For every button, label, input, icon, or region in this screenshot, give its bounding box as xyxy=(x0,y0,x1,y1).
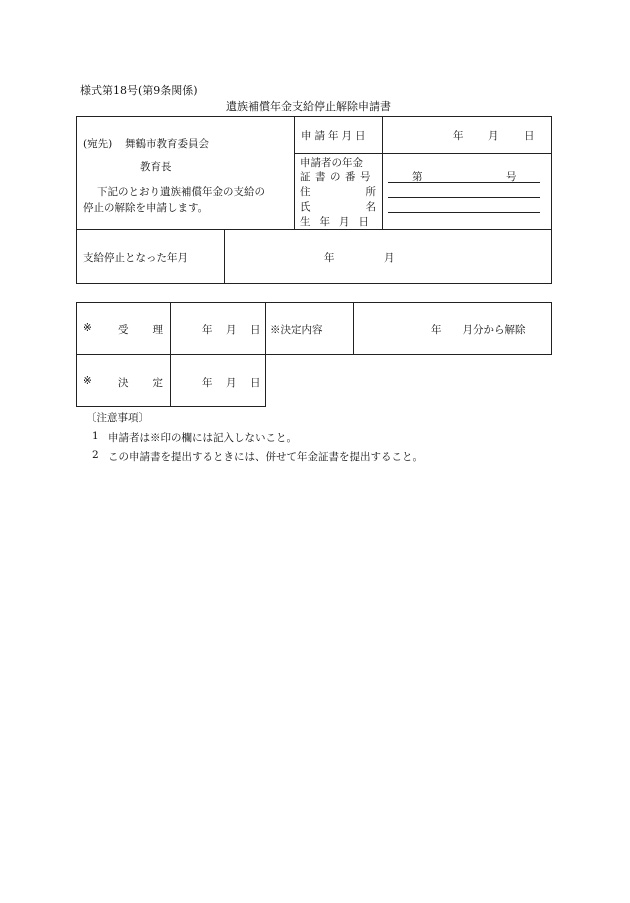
addressee-prefix: (宛先) xyxy=(83,138,113,150)
decision-year: 年 xyxy=(202,377,213,389)
body-text-line-1: 下記のとおり遺族補償年金の支給の xyxy=(97,186,265,198)
note-1-number: 1 xyxy=(92,430,99,442)
cert-prefix: 第 xyxy=(412,171,423,183)
decision-month: 月 xyxy=(226,377,237,389)
suspension-label: 支給停止となった年月 xyxy=(83,252,188,264)
application-date-day: 日 xyxy=(524,130,535,142)
cert-label-line-2: 証書の番号 xyxy=(300,171,375,183)
body-text-line-2: 停止の解除を申請します。 xyxy=(83,202,209,214)
form-number: 様式第18号(第9条関係) xyxy=(80,84,198,97)
decision-content-value: 年 月分から解除 xyxy=(431,324,526,336)
receipt-label: 受理 xyxy=(118,324,187,336)
addressee-org: 舞鶴市教育委員会 xyxy=(125,138,209,150)
receipt-day: 日 xyxy=(250,324,261,336)
receipt-year: 年 xyxy=(202,324,213,336)
note-1-text: 申請者は※印の欄には記入しないこと。 xyxy=(108,432,297,444)
receipt-month: 月 xyxy=(226,324,237,336)
note-2-text: この申請書を提出するときには、併せて年金証書を提出すること。 xyxy=(108,451,423,463)
decision-label: 決定 xyxy=(118,377,187,389)
birth-label: 生年月日 xyxy=(300,216,378,228)
addressee-person: 教育長 xyxy=(140,161,172,173)
receipt-mark: ※ xyxy=(83,322,92,334)
notes-heading: 〔注意事項〕 xyxy=(86,412,149,424)
cert-number-field[interactable] xyxy=(388,182,540,183)
document-title: 遺族補償年金支給停止解除申請書 xyxy=(226,100,391,113)
application-date-year: 年 xyxy=(453,130,464,142)
name-label: 氏名 xyxy=(300,201,431,213)
suspension-year: 年 xyxy=(324,252,335,264)
name-field[interactable] xyxy=(388,212,540,213)
note-2-number: 2 xyxy=(92,449,99,461)
cert-label-line-1: 申請者の年金 xyxy=(300,157,363,169)
decision-day: 日 xyxy=(250,377,261,389)
decision-mark: ※ xyxy=(83,375,92,387)
application-date-label: 申請年月日 xyxy=(301,130,369,142)
decision-content-label: ※決定内容 xyxy=(270,324,323,336)
address-label: 住所 xyxy=(300,186,431,198)
application-date-month: 月 xyxy=(488,130,499,142)
cert-suffix: 号 xyxy=(506,171,517,183)
address-field[interactable] xyxy=(388,197,540,198)
suspension-month: 月 xyxy=(384,252,395,264)
